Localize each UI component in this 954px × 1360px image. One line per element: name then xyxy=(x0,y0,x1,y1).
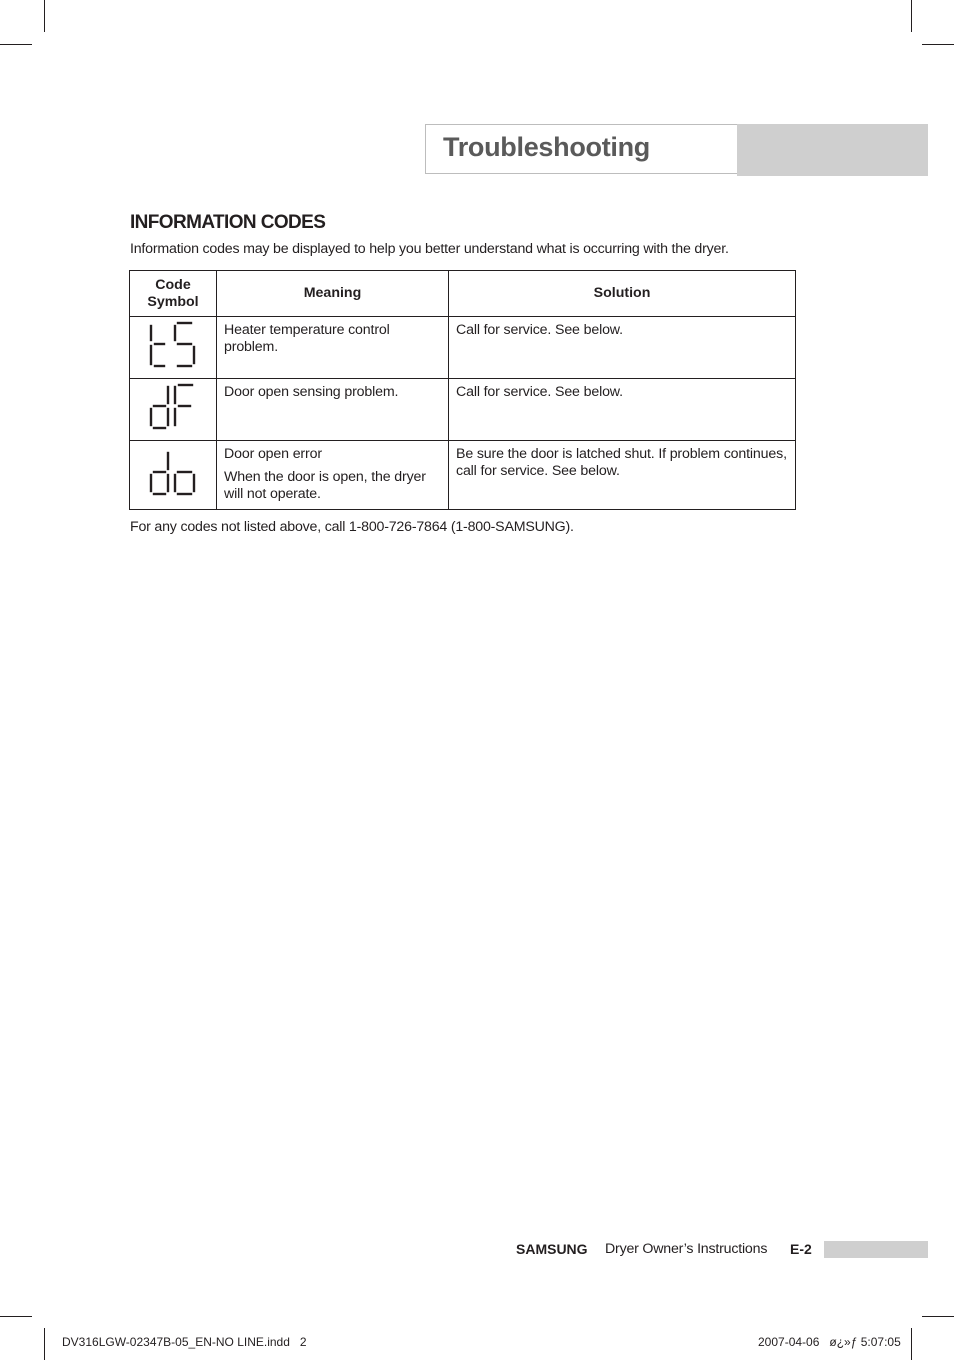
table-row xyxy=(130,379,796,441)
slug-timestamp: 2007-04-06 ø¿»ƒ 5:07:05 xyxy=(758,1335,901,1349)
section-heading: INFORMATION CODES xyxy=(130,212,326,233)
code-do-icon xyxy=(148,449,198,497)
solution-cell: Call for service. See below. xyxy=(449,317,796,379)
meaning-detail: When the door is open, the dryer will not operate. xyxy=(224,469,426,502)
footer-doc-title: Dryer Owner’s Instructions xyxy=(605,1241,768,1257)
meaning-text: Door open error xyxy=(224,446,322,462)
page-title: Troubleshooting xyxy=(443,132,650,162)
header-code-symbol: Code Symbol xyxy=(130,271,217,317)
solution-cell: Call for service. See below. xyxy=(449,379,796,441)
title-banner-fill xyxy=(737,124,928,176)
crop-mark xyxy=(44,1328,45,1360)
slug-file: DV316LGW-02347B-05_EN-NO LINE.indd 2 xyxy=(62,1335,307,1349)
section-intro: Information codes may be displayed to help you better understand what is occurring with the dryer. xyxy=(130,241,729,257)
code-symbol-cell xyxy=(130,379,217,441)
information-codes-table xyxy=(129,270,796,510)
meaning-cell xyxy=(217,441,449,510)
crop-mark xyxy=(922,44,954,45)
footer-brand: SAMSUNG xyxy=(516,1241,588,1257)
crop-mark xyxy=(911,0,912,32)
code-df-icon xyxy=(148,383,198,431)
header-solution: Solution xyxy=(449,271,796,317)
footnote: For any codes not listed above, call 1-800-726-7864 (1-800-SAMSUNG). xyxy=(130,519,574,535)
table-row xyxy=(130,317,796,379)
solution-cell: Be sure the door is latched shut. If problem continues, call for service. See below. xyxy=(449,441,796,510)
crop-mark xyxy=(0,44,32,45)
page-number: E-2 xyxy=(790,1241,812,1257)
code-symbol-cell xyxy=(130,317,217,379)
crop-mark xyxy=(0,1316,32,1317)
crop-mark xyxy=(922,1316,954,1317)
footer-bar xyxy=(824,1241,928,1258)
crop-mark xyxy=(44,0,45,32)
code-ts-icon xyxy=(148,321,198,369)
header-meaning: Meaning xyxy=(217,271,449,317)
meaning-cell: Heater temperature control problem. xyxy=(217,317,449,379)
code-symbol-cell xyxy=(130,441,217,510)
crop-mark xyxy=(911,1328,912,1360)
meaning-cell: Door open sensing problem. xyxy=(217,379,449,441)
table-row xyxy=(130,441,796,510)
table-header-row xyxy=(130,271,796,317)
